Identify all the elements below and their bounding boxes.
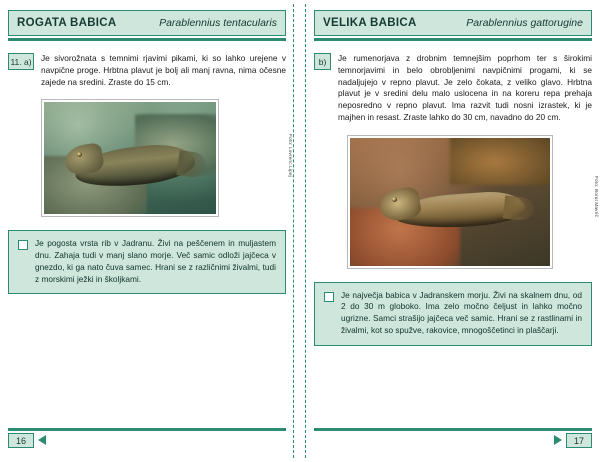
right-photo-credit: Foto: Borut Mavrič <box>594 175 599 217</box>
left-species-latin-name: Parablennius tentacularis <box>159 17 277 29</box>
left-header-rule <box>8 38 286 41</box>
left-photo-credit: Foto: Lovrenc Lipej <box>288 134 293 178</box>
next-page-arrow-icon[interactable] <box>554 435 562 445</box>
left-header-band <box>8 10 286 36</box>
right-page-number: 17 <box>566 433 592 448</box>
left-fact-box <box>8 230 286 294</box>
gutter-rule-right <box>305 4 307 458</box>
previous-page-arrow-icon[interactable] <box>38 435 46 445</box>
gutter-rule-left <box>293 4 295 458</box>
left-footer <box>8 428 286 450</box>
right-photo-fish-eye <box>392 197 397 202</box>
right-entry-number: b) <box>314 53 331 70</box>
left-footer-row <box>8 431 286 450</box>
right-photo-wrap <box>348 136 599 268</box>
right-footer-row <box>314 431 592 450</box>
right-species-latin-name: Parablennius gattorugine <box>466 17 583 29</box>
left-description-block <box>8 53 286 88</box>
left-species-title: ROGATA BABICA <box>17 17 117 29</box>
left-page-number: 16 <box>8 433 34 448</box>
right-fact-bullet-icon <box>324 292 334 302</box>
right-fact-box <box>314 282 592 346</box>
right-page <box>300 0 600 462</box>
right-description-text: Je rumenorjava z drobnim temnejšim poprhom ter s širokimi temnorjavimi in belo obrobljenimi navpičnimi progami, ki se nadaljujejo v repno plavut. Je zelo čokata, z veliko glavo. Hrbtna plavut je v sredini delu malo uslocena in na koreru repa prehaja neposredno v repno plavut. Ima razvit tudi nosni izrastek, ki je majhen in resast. Zraste lahko do 30 cm, navadno do 20 cm. <box>338 53 592 122</box>
left-page-content <box>8 10 293 450</box>
left-fact-text: Je pogosta vrsta rib v Jadranu. Živi na peščenem in muljastem dnu. Zahaja tudi v manj slano morje. Več samic odloži jajčeca v gnezdo, ki ga nato čuva samec. Hrani se z različnimi živalmi, tudi z morskimi ježki in školjkami. <box>35 238 276 284</box>
left-photo-wrap <box>42 100 293 216</box>
right-fact-text: Je največja babica v Jadranskem morju. Živi na skalnem dnu, od 2 do 30 m globoko. Ima zelo močno čeljust in lahko močno ugrizne. Samci strašijo jajčeca več samic. Hrani se z rastlinami in živalmi, kot so spužve, rakovice, mnogoščetinci in plaščarji. <box>341 289 582 336</box>
left-photo-fish-eye <box>77 152 82 157</box>
left-entry-number: 11. a) <box>8 53 34 70</box>
left-species-photo <box>42 100 218 216</box>
right-footer <box>314 428 592 450</box>
right-species-title: VELIKA BABICA <box>323 17 417 29</box>
right-photo-coral-upper <box>450 136 552 185</box>
right-header-rule <box>314 38 592 41</box>
left-fact-bullet-icon <box>18 240 28 250</box>
right-description-block <box>314 53 592 124</box>
right-header-band <box>314 10 592 36</box>
right-species-photo <box>348 136 552 268</box>
right-page-content <box>314 10 599 450</box>
left-description-text: Je sivorožnata s temnimi rjavimi pikami, ki so lahko urejene v navpične proge. Hrbtna plavut je bolj ali manj ravna, nima očesne zajede na sredini. Zraste do 15 cm. <box>41 53 286 87</box>
